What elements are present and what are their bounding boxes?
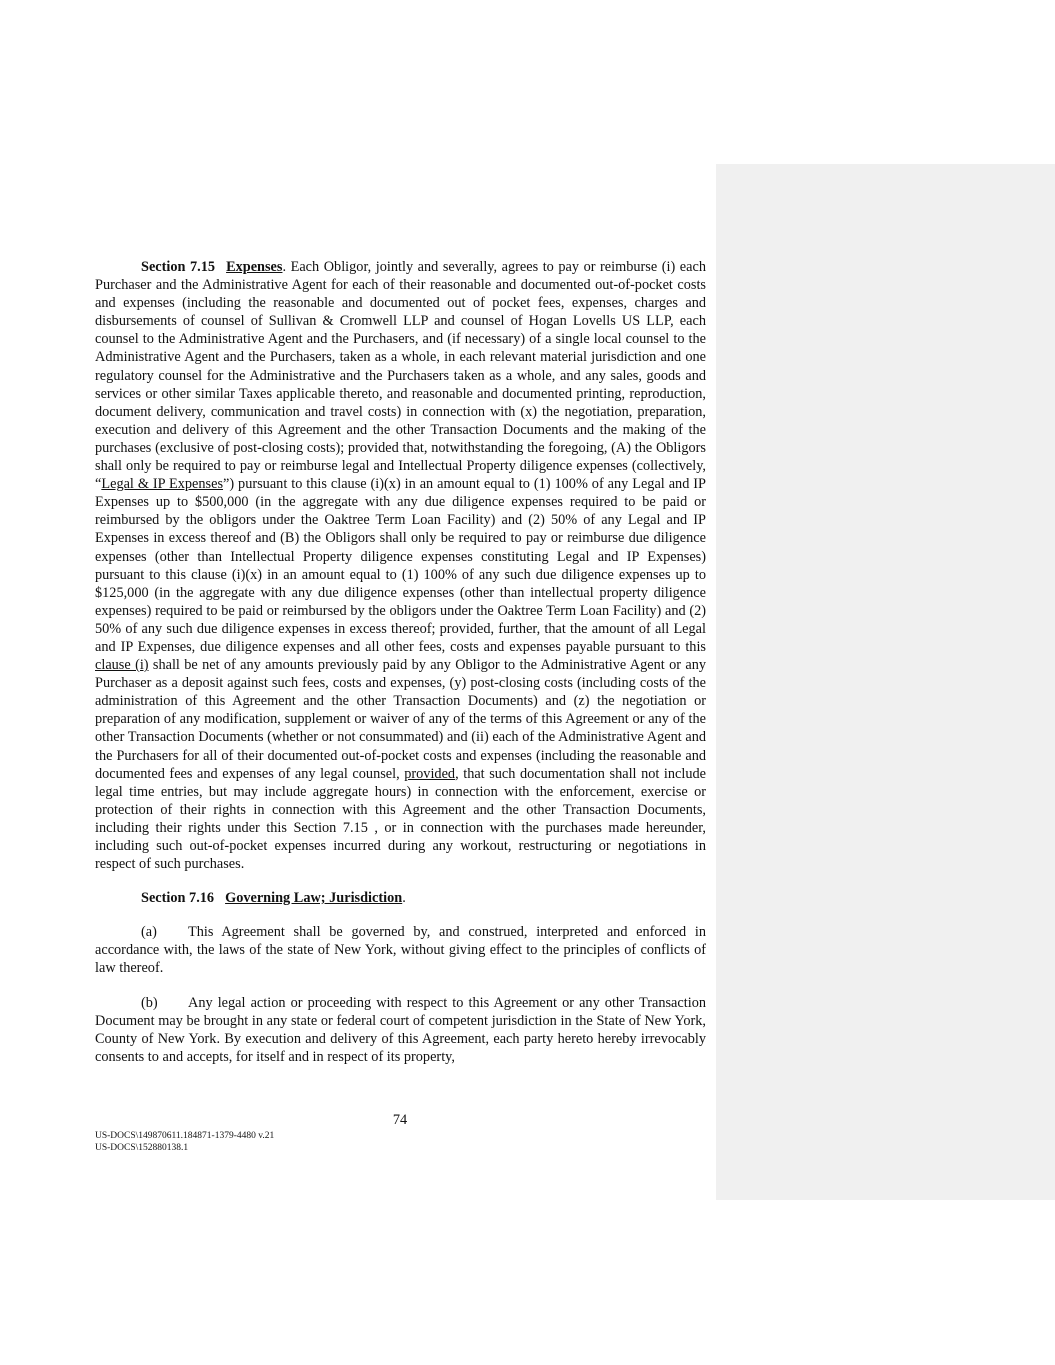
page-number: 74 bbox=[392, 1112, 408, 1128]
section-7-15-paragraph bbox=[95, 258, 706, 873]
document-id: US-DOCS\152880138.1 bbox=[95, 1142, 189, 1153]
section-title: Expenses bbox=[226, 259, 283, 275]
subparagraph-label: (a) bbox=[141, 924, 157, 941]
section-7-16-heading bbox=[95, 889, 706, 907]
document-id: US-DOCS\149870611.184871-1379-4480 v.21 bbox=[95, 1131, 275, 1141]
subparagraph-label: (b) bbox=[141, 994, 158, 1011]
subparagraph-b bbox=[95, 994, 706, 1066]
section-number: Section 7.15 bbox=[141, 259, 216, 275]
subparagraph-text: This Agreement shall be governed by, and construed, interpreted and enforced in accordance with, the laws of the state of New York, without giving effect to the principles of conflicts of law thereof. bbox=[95, 924, 706, 977]
defined-term: Legal & IP Expenses bbox=[101, 476, 224, 493]
heading-punctuation: . bbox=[402, 890, 406, 907]
paragraph-text: shall be net of any amounts previously paid by any Obligor to the Administrative Agent or any Purchaser as a deposit against such fees, costs and expenses, (y) post-closing costs (including costs of the administration of this Agreement and the other Transaction Documents) and (z) the negotiation or preparation of any modification, supplement or waiver of any of the terms of this Agreement or any of the other Transaction Documents (whether or not consummated) and (ii) each of the Administrative Agent and the Purchasers for all of their documented out-of-pocket costs and expenses (including the reasonable and documented fees and expenses of any legal counsel, bbox=[95, 657, 706, 782]
provided-term: provided bbox=[404, 765, 456, 782]
paragraph-text: , that such documentation shall not include legal time entries, but may include aggregate hours) in connection with the enforcement, exercise or protection of their rights in connection with this Agreement and the other Transaction Documents, including their rights under this Section 7.15 , or in connection with the purchases made hereunder, including such out-of-pocket expenses incurred during any workout, restructuring or negotiations in respect of such purchases. bbox=[95, 765, 706, 873]
subparagraph-text: Any legal action or proceeding with respect to this Agreement or any other Transaction Document may be brought in any state or federal court of competent jurisdiction in the State of New York, County of New York. By execution and delivery of this Agreement, each party hereto hereby irrevocably consents to and accepts, for itself and in respect of its property, bbox=[95, 994, 706, 1065]
section-number: Section 7.16 bbox=[141, 890, 215, 907]
paragraph-text: . Each Obligor, jointly and severally, agrees to pay or reimburse (i) each Purchaser and the Administrative Agent for each of their reasonable and documented out-of-pocket costs and expenses (including the reasonable and documented out of pocket fees, expenses, charges and disbursements of counsel of Sullivan & Cromwell LLP and counsel of Hogan Lovells US LLP, each counsel to the Administrative Agent and the Purchasers, and (if necessary) of a single local counsel to the Administrative Agent and the Purchasers, taken as a whole, in each relevant material jurisdiction and one regulatory counsel for the Administrative and the Purchasers taken as a whole, and any sales, goods and services or other similar Taxes applicable thereto, and reasonable and documented printing, reproduction, document delivery, communication and travel costs) in connection with (x) the negotiation, preparation, execution and delivery of this Agreement and the other Transaction Documents and the making of the purchases (exclusive of post-closing costs); provided that, notwithstanding the foregoing, (A) the Obligors shall only be required to pay or reimburse legal and Intellectual Property diligence expenses (collectively, “ bbox=[95, 259, 706, 493]
paragraph-text: ”) pursuant to this clause (i)(x) in an amount equal to (1) 100% of any Legal and IP Expenses up to $500,000 (in the aggregate with any due diligence expenses required to be paid or reimbursed by the obligors under the Oaktree Term Loan Facility) and (2) 50% of any Legal and IP Expenses in excess thereof and (B) the Obligors shall only be required to pay or reimburse due diligence expenses (other than Intellectual Property diligence expenses constituting Legal and IP Expenses) pursuant to this clause (i)(x) in an amount equal to (1) 100% of any such due diligence expenses up to $125,000 (in the aggregate with any due diligence expenses (other than intellectual property diligence expenses) required to be paid or reimbursed by the obligors under the Oaktree Term Loan Facility) and (2) 50% of any such due diligence expenses in excess thereof; provided, further, that the amount of all Legal and IP Expenses, due diligence expenses and all other fees, costs and expenses payable pursuant to this bbox=[95, 476, 706, 655]
comment-pane bbox=[716, 164, 1055, 1200]
document-body bbox=[95, 258, 706, 1066]
section-title: Governing Law; Jurisdiction bbox=[225, 890, 403, 907]
clause-reference: clause (i) bbox=[95, 657, 149, 674]
subparagraph-a bbox=[95, 923, 706, 977]
document-ids bbox=[95, 1131, 274, 1154]
